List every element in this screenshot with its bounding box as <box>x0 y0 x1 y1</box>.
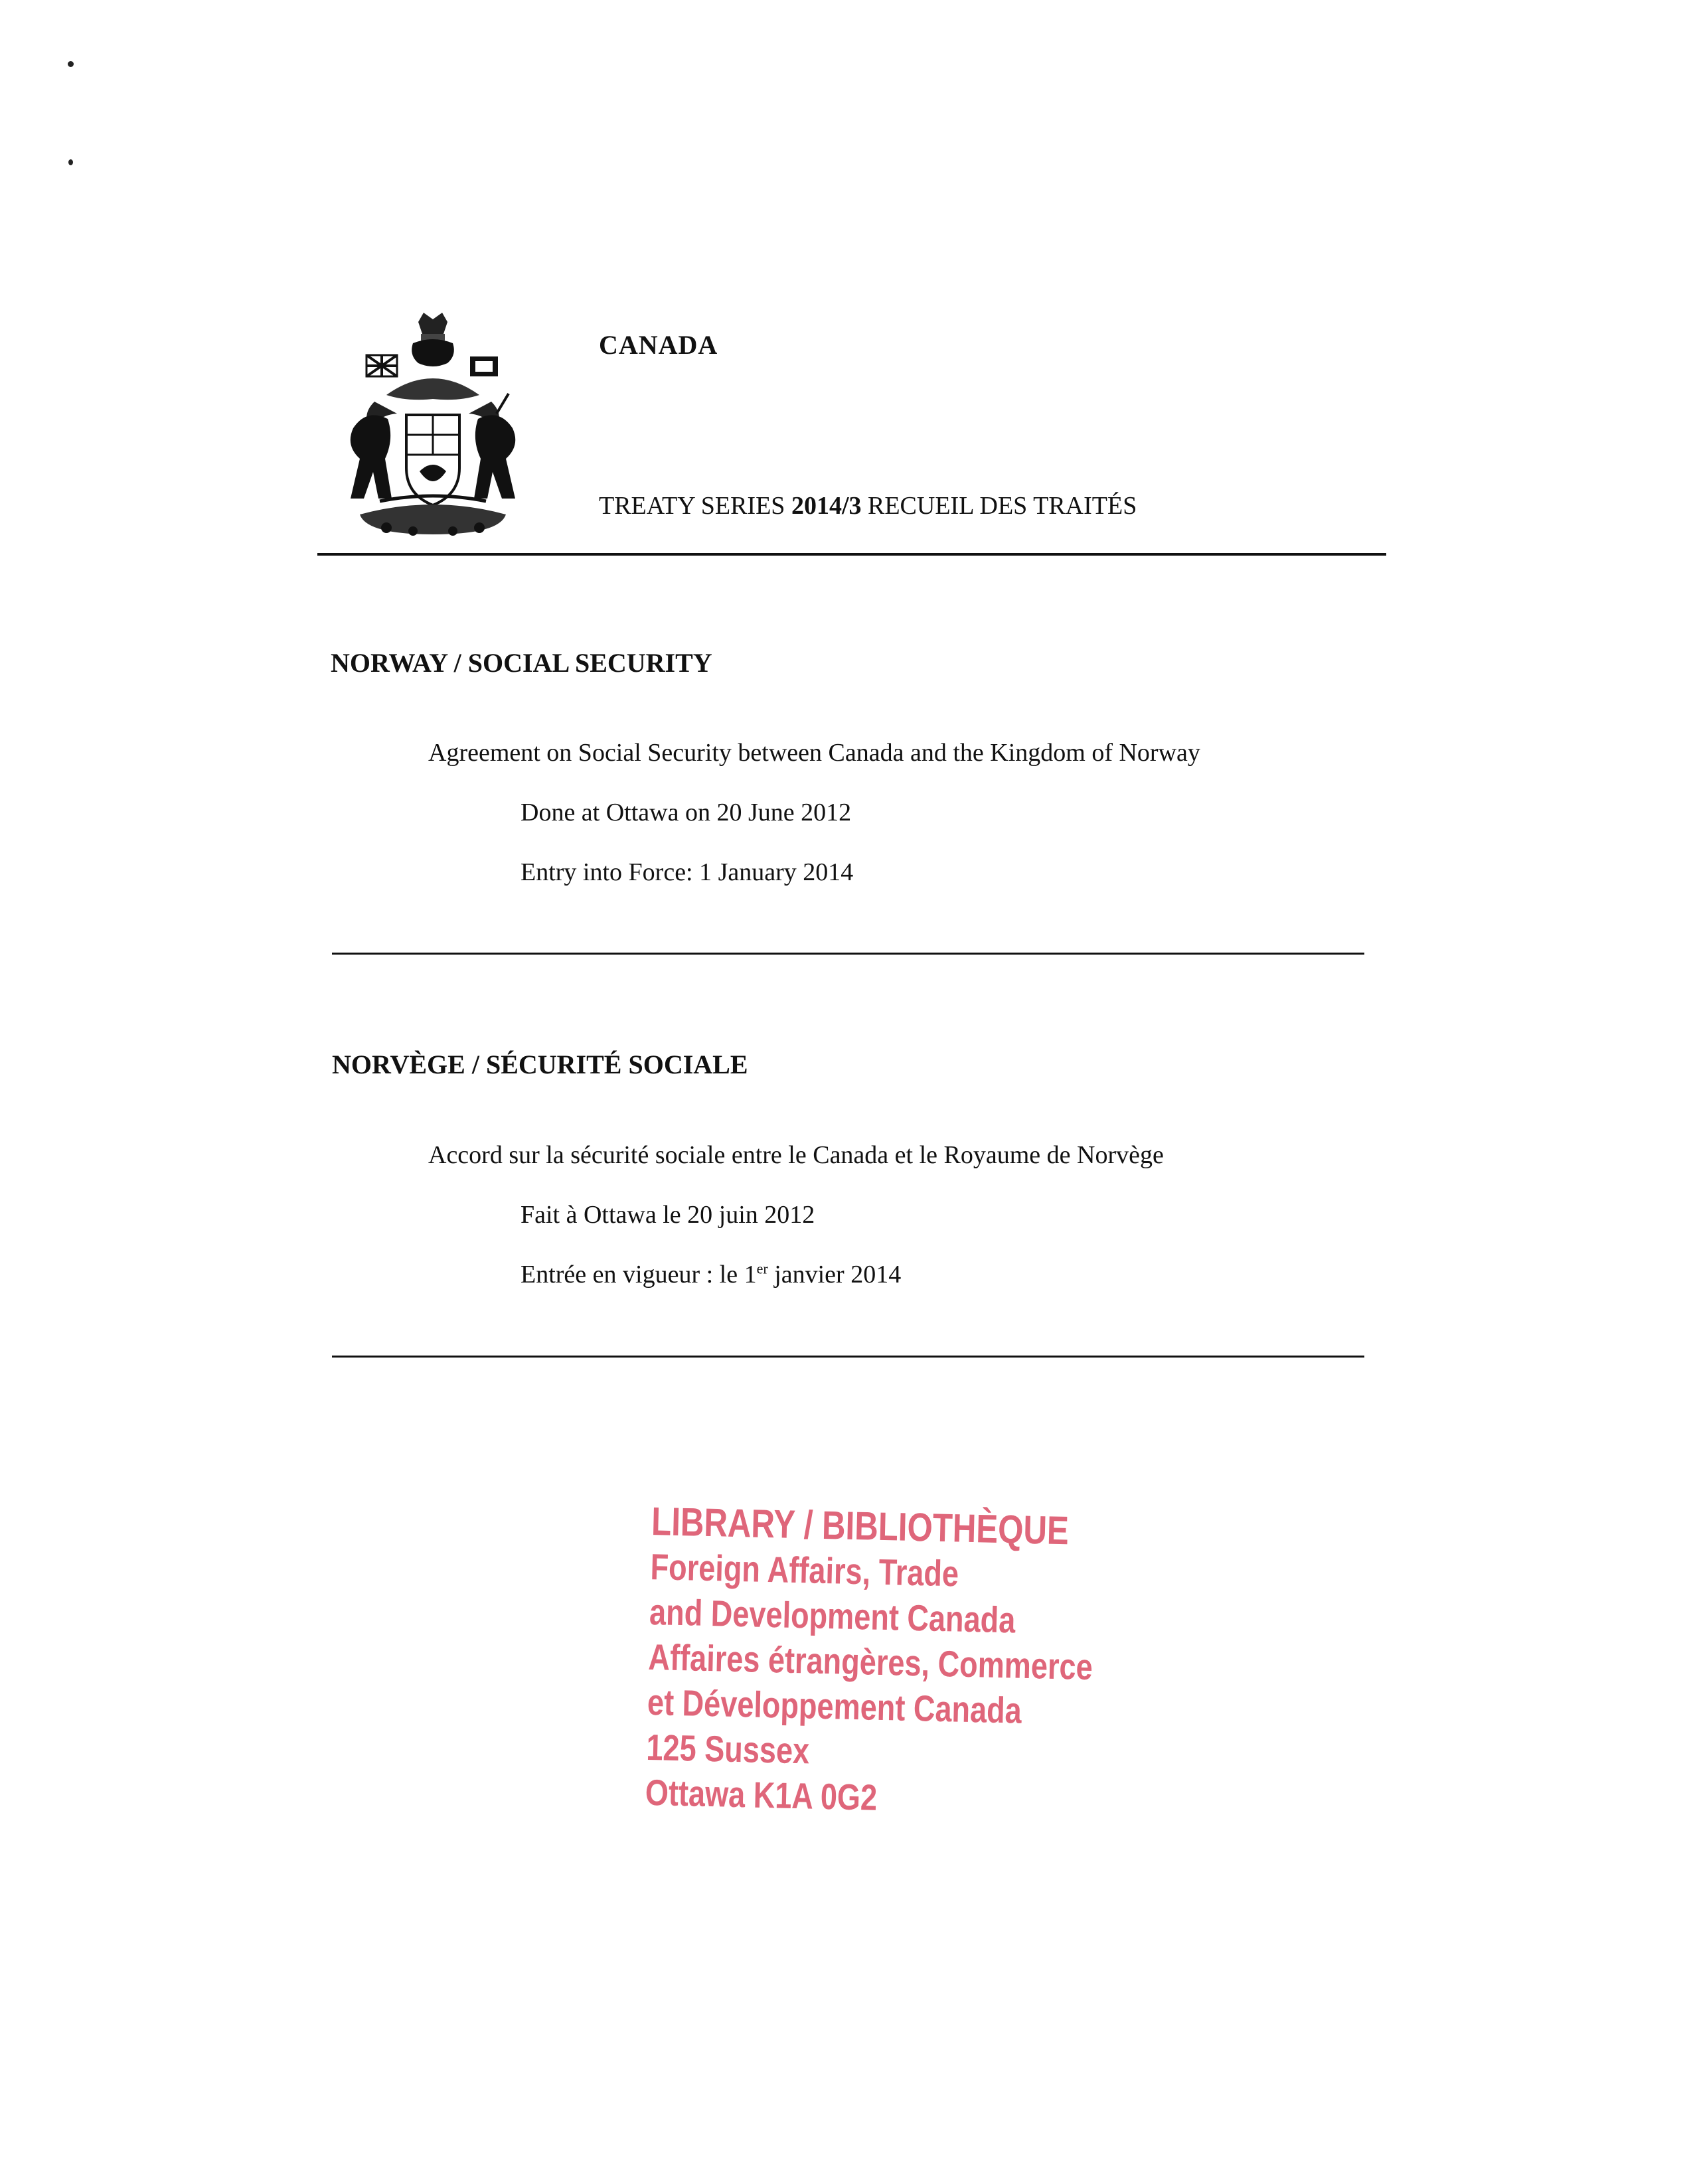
stamp-line: 125 Sussex <box>645 1726 810 1772</box>
stamp-line: LIBRARY / BIBLIOTHÈQUE <box>651 1499 1070 1553</box>
footer-divider <box>332 1356 1364 1358</box>
header-divider <box>317 553 1386 556</box>
section-divider <box>332 953 1364 955</box>
stamp-line: Foreign Affairs, Trade <box>649 1545 959 1595</box>
series-label: TREATY SERIES <box>599 492 785 520</box>
english-done-date: Done at Ottawa on 20 June 2012 <box>521 799 852 826</box>
french-title: Accord sur la sécurité sociale entre le Canada et le Royaume de Norvège <box>428 1141 1164 1169</box>
scan-speck <box>68 61 74 67</box>
stamp-line: Affaires étrangères, Commerce <box>647 1636 1093 1688</box>
french-entry-prefix: Entrée en vigueur : le 1 <box>521 1261 757 1288</box>
series-number: 2014/3 <box>791 492 862 520</box>
english-title: Agreement on Social Security between Canada and the Kingdom of Norway <box>428 739 1200 767</box>
stamp-line: Ottawa K1A 0G2 <box>645 1771 878 1818</box>
french-entry-date <box>521 1260 901 1289</box>
french-entry-superscript: er <box>756 1260 768 1277</box>
scan-speck <box>68 159 73 165</box>
country-name: CANADA <box>599 330 718 360</box>
series-label-fr: RECUEIL DES TRAITÉS <box>868 492 1137 520</box>
french-done-date: Fait à Ottawa le 20 juin 2012 <box>521 1201 815 1229</box>
french-heading: NORVÈGE / SÉCURITÉ SOCIALE <box>332 1050 748 1079</box>
treaty-series-line <box>599 491 1137 520</box>
english-heading: NORWAY / SOCIAL SECURITY <box>331 648 712 678</box>
library-stamp <box>645 1499 1096 1825</box>
english-entry-date: Entry into Force: 1 January 2014 <box>521 858 854 886</box>
stamp-line: et Développement Canada <box>647 1681 1022 1731</box>
stamp-line: and Development Canada <box>649 1591 1016 1641</box>
canada-coat-of-arms-icon <box>340 302 526 544</box>
french-entry-suffix: janvier 2014 <box>767 1261 902 1288</box>
